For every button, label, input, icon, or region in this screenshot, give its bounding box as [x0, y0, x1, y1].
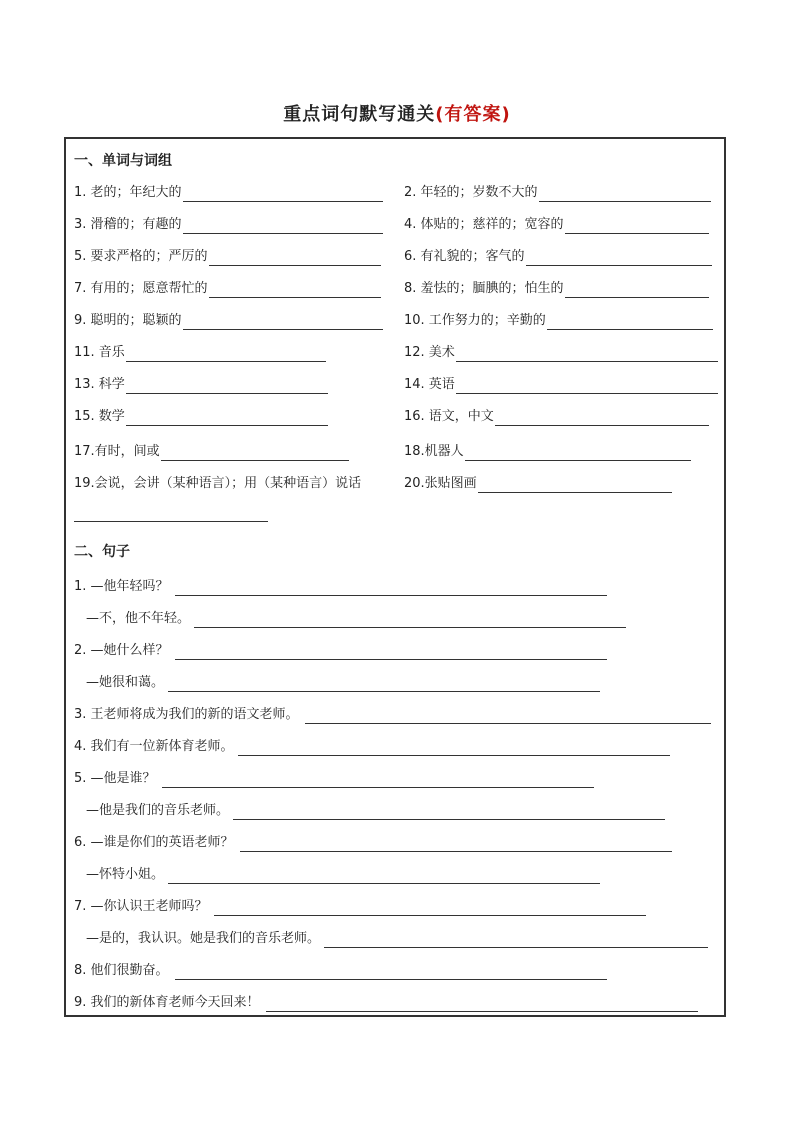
answer-blank[interactable]	[305, 709, 711, 724]
vocab-item-3: 3. 滑稽的；有趣的	[74, 214, 383, 234]
answer-blank[interactable]	[183, 187, 383, 202]
sentence-item-5b: —他是我们的音乐老师。	[86, 800, 665, 820]
vocab-item-13: 13. 科学	[74, 374, 328, 394]
section1-heading: 一、单词与词组	[74, 153, 172, 169]
answer-blank[interactable]	[162, 773, 594, 788]
sentence-item-9: 9. 我们的新体育老师今天回来！	[74, 992, 698, 1012]
sentence-item-1a: 1. —他年轻吗？	[74, 576, 607, 596]
page-title	[0, 100, 794, 126]
vocab-item-7: 7. 有用的；愿意帮忙的	[74, 278, 381, 298]
answer-blank[interactable]	[240, 837, 672, 852]
vocab-item-9: 9. 聪明的；聪颖的	[74, 310, 383, 330]
answer-blank[interactable]	[547, 315, 713, 330]
sentence-item-4: 4. 我们有一位新体育老师。	[74, 736, 670, 756]
answer-tag: (有答案)	[435, 104, 511, 125]
answer-blank[interactable]	[478, 478, 672, 493]
answer-blank[interactable]	[465, 446, 691, 461]
answer-blank[interactable]	[539, 187, 711, 202]
sentence-item-2a: 2. —她什么样？	[74, 640, 607, 660]
answer-blank[interactable]	[126, 411, 328, 426]
vocab-item-5: 5. 要求严格的；严厉的	[74, 246, 381, 266]
vocab-item-12: 12. 美术	[404, 342, 718, 362]
sentence-item-2b: —她很和蔼。	[86, 672, 600, 692]
answer-blank[interactable]	[238, 741, 670, 756]
answer-blank[interactable]	[168, 677, 600, 692]
vocab-item-17: 17.有时，间或	[74, 441, 349, 461]
answer-blank[interactable]	[175, 645, 607, 660]
vocab-item-6: 6. 有礼貌的；客气的	[404, 246, 712, 266]
vocab-item-8: 8. 羞怯的；腼腆的；怕生的	[404, 278, 709, 298]
sentence-item-6b: —怀特小姐。	[86, 864, 600, 884]
sentence-item-7b: —是的，我认识。她是我们的音乐老师。	[86, 928, 708, 948]
section2-heading: 二、句子	[74, 544, 130, 560]
answer-blank[interactable]	[456, 347, 718, 362]
sentence-item-6a: 6. —谁是你们的英语老师？	[74, 832, 672, 852]
vocab-item-1: 1. 老的；年纪大的	[74, 182, 383, 202]
sentence-item-8: 8. 他们很勤奋。	[74, 960, 607, 980]
vocab-item-10: 10. 工作努力的；辛勤的	[404, 310, 713, 330]
vocab-item-16: 16. 语文，中文	[404, 406, 709, 426]
vocab-item-15: 15. 数学	[74, 406, 328, 426]
answer-blank[interactable]	[161, 446, 349, 461]
answer-blank[interactable]	[183, 219, 383, 234]
vocab-item-18: 18.机器人	[404, 441, 691, 461]
answer-blank[interactable]	[324, 933, 708, 948]
title-main: 重点词句默写通关	[283, 104, 436, 125]
answer-blank[interactable]	[456, 379, 718, 394]
vocab-item-20: 20.张贴图画	[404, 473, 672, 493]
vocab-item-2: 2. 年轻的；岁数不大的	[404, 182, 711, 202]
sentence-item-7a: 7. —你认识王老师吗？	[74, 896, 646, 916]
answer-blank[interactable]	[175, 965, 607, 980]
sentence-item-1b: —不，他不年轻。	[86, 608, 626, 628]
answer-blank[interactable]	[209, 251, 381, 266]
answer-blank[interactable]	[565, 219, 709, 234]
answer-blank[interactable]	[495, 411, 709, 426]
answer-blank[interactable]	[209, 283, 381, 298]
answer-blank[interactable]	[233, 805, 665, 820]
answer-blank[interactable]	[194, 613, 626, 628]
answer-blank[interactable]	[565, 283, 709, 298]
sentence-item-3: 3. 王老师将成为我们的新的语文老师。	[74, 704, 711, 724]
vocab-item-4: 4. 体贴的；慈祥的；宽容的	[404, 214, 709, 234]
answer-blank[interactable]	[175, 581, 607, 596]
vocab-item-19: 19.会说，会讲（某种语言）；用（某种语言）说话	[74, 476, 362, 491]
answer-blank[interactable]	[126, 347, 326, 362]
sentence-item-5a: 5. —他是谁？	[74, 768, 594, 788]
answer-blank[interactable]	[183, 315, 383, 330]
answer-blank[interactable]	[168, 869, 600, 884]
answer-blank[interactable]	[266, 997, 698, 1012]
answer-blank-19[interactable]	[74, 520, 268, 522]
vocab-item-11: 11. 音乐	[74, 342, 326, 362]
answer-blank[interactable]	[526, 251, 712, 266]
answer-blank[interactable]	[126, 379, 328, 394]
vocab-item-14: 14. 英语	[404, 374, 718, 394]
answer-blank[interactable]	[214, 901, 646, 916]
